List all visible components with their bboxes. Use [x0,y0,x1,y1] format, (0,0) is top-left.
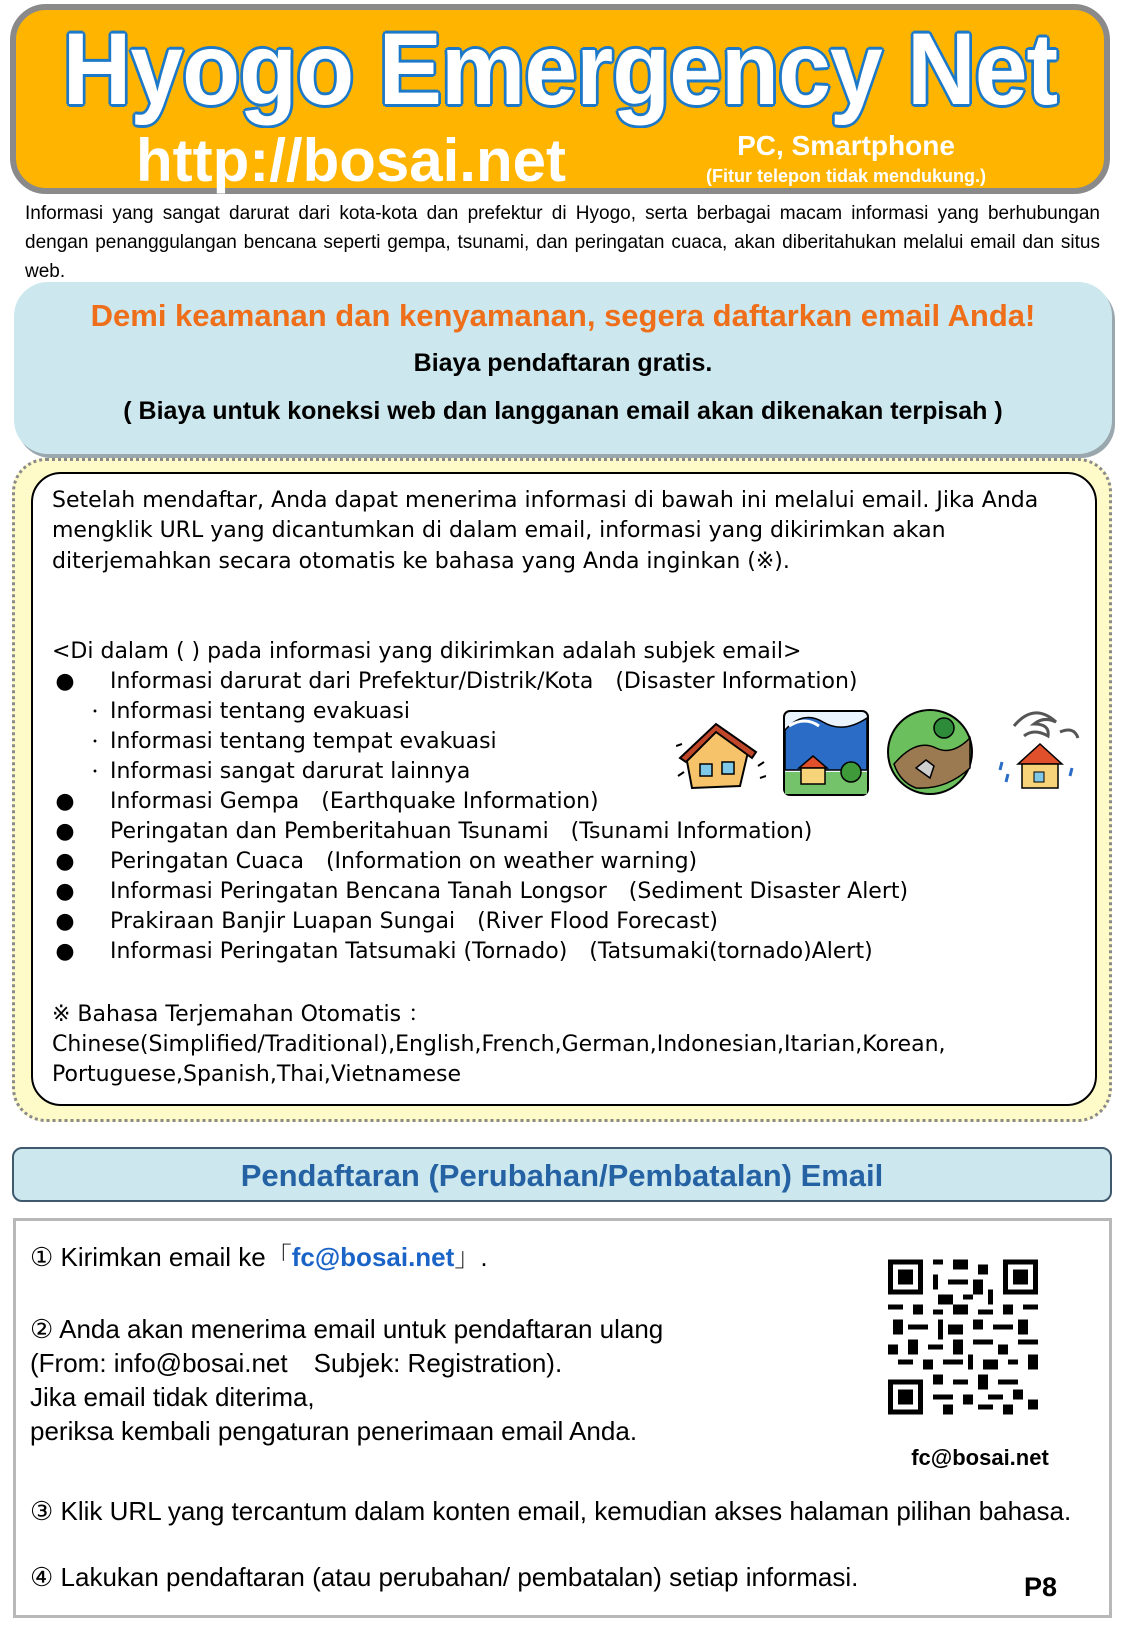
registration-email-link[interactable]: fc@bosai.net [291,1242,455,1272]
tsunami-icon [783,710,869,796]
registration-title: Pendaftaran (Perubahan/Pembatalan) Email [240,1158,884,1193]
bullet: ● [55,849,75,874]
translation-note: ※ Bahasa Terjemahan Otomatis ： [52,1002,431,1027]
list-item-text: Peringatan Cuaca (Information on weather warning) [110,849,698,874]
intro-text: Informasi yang sangat darurat dari kota-kota dan prefektur di Hyogo, serta berbagai macam informasi yang berhubungan dengan penanggulangan bencana seperti gempa, tsunami, dan peringatan cuaca, akan diberitahukan melalui email dan situs web. [25,203,1100,282]
list-item-text: Informasi Peringatan Tatsumaki (Tornado) (Tatsumaki(tornado)Alert) [110,939,873,964]
step-2-line: ② Anda akan menerima email untuk pendaftaran ulang [30,1314,664,1344]
supported-devices: PC, Smartphone [737,130,955,161]
bullet: ● [55,819,75,844]
callout-fee: Biaya pendaftaran gratis. [413,349,713,377]
list-item-text: Informasi darurat dari Prefektur/Distrik/Kota (Disaster Information) [110,669,858,694]
bullet: ・ [86,732,103,751]
header-banner [10,4,1110,194]
bullet: ● [55,879,75,904]
list-item-text: Informasi tentang evakuasi [110,699,410,724]
info-subtitle: <Di dalam ( ) pada informasi yang dikirimkan adalah subjek email> [52,639,802,664]
step-2-line: Jika email tidak diterima, [30,1382,315,1412]
language-list: Chinese(Simplified/Traditional),English,French,German,Indonesian,Itarian,Korean, Portuguese,Spanish,Thai,Vietnamese [52,1032,946,1088]
bullet: ● [55,909,75,934]
bullet: ・ [86,762,103,781]
phone-note: (Fitur telepon tidak mendukung.) [706,166,986,186]
registration-callout [14,282,1112,454]
step-1-prefix: ① Kirimkan email ke「 [30,1242,292,1272]
landslide-icon [886,708,974,796]
bullet: ・ [86,702,103,721]
qr-code[interactable] [888,1258,1038,1416]
step-4: ④ Lakukan pendaftaran (atau perubahan/ pembatalan) setiap informasi. [30,1562,859,1592]
site-url[interactable]: http://bosai.net [136,127,566,194]
tornado-icon [994,702,1080,796]
bullet: ● [55,789,75,814]
bullet: ● [55,669,75,694]
step-1-suffix: 」. [454,1242,488,1272]
registration-header [12,1147,1112,1202]
list-item-text: Peringatan dan Pemberitahuan Tsunami (Tsunami Information) [110,819,813,844]
list-item-text: Informasi Gempa (Earthquake Information) [110,789,599,814]
page-number: P8 [1024,1572,1058,1602]
callout-fee-note: ( Biaya untuk koneksi web dan langganan email akan dikenakan terpisah ) [123,397,1003,425]
info-intro: Setelah mendaftar, Anda dapat menerima informasi di bawah ini melalui email. Jika Anda mengklik URL yang dicantumkan di dalam email, informasi yang dikirimkan akan diterjemahkan secara otomatis ke bahasa yang Anda inginkan (※). [52,488,1039,574]
list-item-text: Informasi Peringatan Bencana Tanah Longsor (Sediment Disaster Alert) [110,879,909,904]
page-title: Hyogo Emergency Net [62,12,1058,126]
list-item-text: Informasi tentang tempat evakuasi [110,729,497,754]
step-2 [30,1312,830,1448]
bullet: ● [55,939,75,964]
step-2-line: (From: info@bosai.net Subjek: Registration). [30,1348,563,1378]
qr-caption: fc@bosai.net [911,1445,1049,1470]
earthquake-icon [676,716,766,794]
list-item-text: Informasi sangat darurat lainnya [110,759,471,784]
step-2-line: periksa kembali pengaturan penerimaan email Anda. [30,1416,638,1446]
step-3: ③ Klik URL yang tercantum dalam konten email, kemudian akses halaman pilihan bahasa. [30,1496,1072,1526]
callout-headline: Demi keamanan dan kenyamanan, segera daftarkan email Anda! [90,298,1036,333]
list-item-text: Prakiraan Banjir Luapan Sungai (River Flood Forecast) [110,909,718,934]
step-1 [30,1240,488,1274]
